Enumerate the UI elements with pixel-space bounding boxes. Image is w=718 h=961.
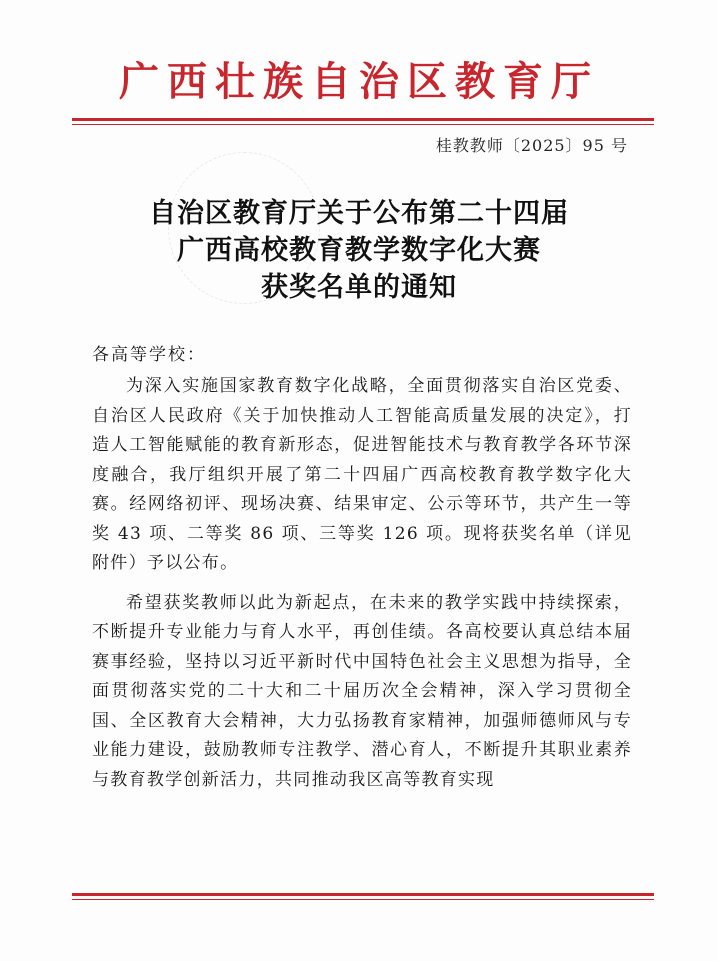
- document-title: [0, 195, 718, 306]
- header-red-rule-thick: [72, 118, 654, 121]
- issuing-organization-header: 广西壮族自治区教育厅: [119, 58, 599, 105]
- salutation: 各高等学校：: [92, 345, 206, 365]
- header-red-rule-thin: [72, 124, 654, 125]
- title-line-1: 自治区教育厅关于公布第二十四届: [149, 198, 569, 229]
- body-paragraph-2: 希望获奖教师以此为新起点，在未来的教学实践中持续探索，不断提升专业能力与育人水平，再创佳绩。各高校要认真总结本届赛事经验，坚持以习近平新时代中国特色社会主义思想为指导，全面贯彻落实党的二十大和二十届历次全会精神，深入学习贯彻全国、全区教育大会精神，大力弘扬教育家精神，加强师德师风与专业能力建设，鼓励教师专注教学、潜心育人，不断提升其职业素养与教育教学创新活力，共同推动我区高等教育实现: [92, 592, 632, 790]
- document-number: 桂教教师〔2025〕95 号: [435, 136, 628, 155]
- title-line-3: 获奖名单的通知: [261, 272, 457, 303]
- title-line-2: 广西高校教育教学数字化大赛: [177, 235, 541, 266]
- body-paragraph-1: 为深入实施国家教育数字化战略，全面贯彻落实自治区党委、自治区人民政府《关于加快推动人工智能高质量发展的决定》，打造人工智能赋能的教育新形态，促进智能技术与教育教学各环节深度融合，我厅组织开展了第二十四届广西高校教育教学数字化大赛。经网络初评、现场决赛、结果审定、公示等环节，共产生一等奖 43 项、二等奖 86 项、三等奖 126 项。现将获奖名单（详见附件）予以公布。: [92, 376, 632, 573]
- footer-red-rule-thick: [72, 893, 654, 896]
- document-body: [92, 342, 632, 805]
- footer-red-rule-thin: [72, 899, 654, 900]
